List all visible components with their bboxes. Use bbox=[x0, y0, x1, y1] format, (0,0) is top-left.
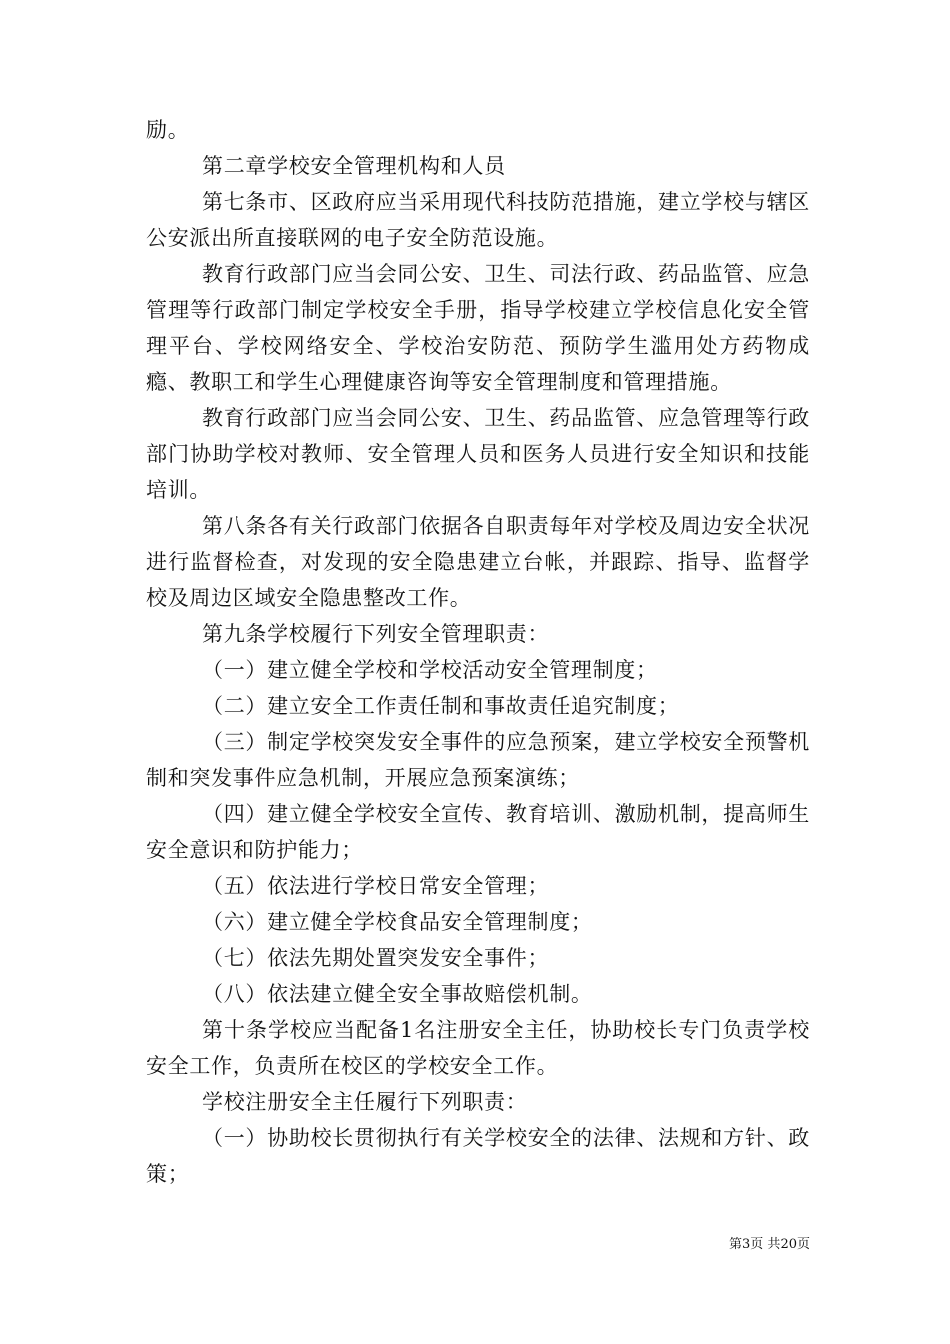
footer-current-page: 3 bbox=[742, 1237, 751, 1252]
paragraph: 第八条各有关行政部门依据各自职责每年对学校及周边安全状况进行监督检查，对发现的安全隐患建立台帐，并跟踪、指导、监督学校及周边区域安全隐患整改工作。 bbox=[146, 514, 810, 610]
paragraph: 教育行政部门应当会同公安、卫生、司法行政、药品监管、应急管理等行政部门制定学校安全手册，指导学校建立学校信息化安全管理平台、学校网络安全、学校治安防范、预防学生滥用处方药物成瘾、教职工和学生心理健康咨询等安全管理制度和管理措施。 bbox=[146, 262, 810, 394]
list-item: （一）建立健全学校和学校活动安全管理制度； bbox=[202, 658, 658, 682]
list-item: （二）建立安全工作责任制和事故责任追究制度； bbox=[202, 694, 680, 718]
footer-middle: 页 共 bbox=[750, 1237, 781, 1252]
document-body bbox=[146, 112, 810, 1192]
footer-suffix: 页 bbox=[796, 1237, 810, 1252]
paragraph: 第十条学校应当配备1名注册安全主任，协助校长专门负责学校安全工作，负责所在校区的学校安全工作。 bbox=[146, 1018, 810, 1078]
paragraph: 第七条市、区政府应当采用现代科技防范措施，建立学校与辖区公安派出所直接联网的电子安全防范设施。 bbox=[146, 190, 810, 250]
list-item: （八）依法建立健全安全事故赔偿机制。 bbox=[202, 982, 593, 1006]
list-item: （五）依法进行学校日常安全管理； bbox=[202, 874, 550, 898]
footer-prefix: 第 bbox=[729, 1237, 743, 1252]
list-item: （一）协助校长贯彻执行有关学校安全的法律、法规和方针、政策； bbox=[146, 1126, 810, 1186]
paragraph: 学校注册安全主任履行下列职责： bbox=[202, 1090, 528, 1114]
list-item: （四）建立健全学校安全宣传、教育培训、激励机制，提高师生安全意识和防护能力； bbox=[146, 802, 810, 862]
paragraph: 第九条学校履行下列安全管理职责： bbox=[202, 622, 550, 646]
chapter-heading: 第二章学校安全管理机构和人员 bbox=[202, 154, 506, 178]
list-item: （六）建立健全学校食品安全管理制度； bbox=[202, 910, 593, 934]
page-number-footer bbox=[600, 1236, 810, 1254]
footer-total-pages: 20 bbox=[780, 1237, 797, 1252]
paragraph: 励。 bbox=[146, 118, 190, 142]
paragraph: 教育行政部门应当会同公安、卫生、药品监管、应急管理等行政部门协助学校对教师、安全管理人员和医务人员进行安全知识和技能培训。 bbox=[146, 406, 810, 502]
list-item: （七）依法先期处置突发安全事件； bbox=[202, 946, 550, 970]
list-item: （三）制定学校突发安全事件的应急预案，建立学校安全预警机制和突发事件应急机制，开展应急预案演练； bbox=[146, 730, 810, 790]
